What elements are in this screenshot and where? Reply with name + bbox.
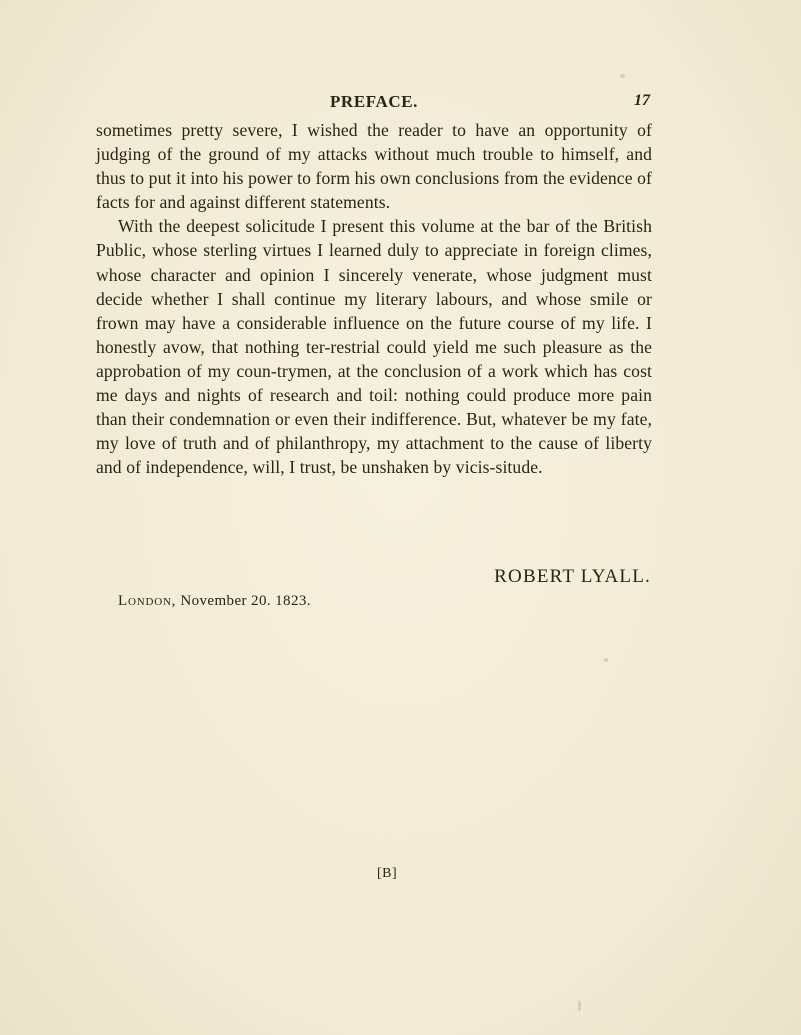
page-number: 17 <box>634 92 650 109</box>
paper-spot <box>620 74 625 78</box>
signature-mark: [B] <box>377 866 398 881</box>
date: November 20. 1823. <box>180 593 311 609</box>
place: London, <box>118 593 177 609</box>
paragraph-solicitude: With the deepest solicitude I present this volume at the bar of the British Public, whose sterling virtues I learned duly to appreciate in foreign climes, whose character and opinion I sincerely venerate, whose judgment must decide whether I shall continue my literary labours, and whose smile or frown may have a considerable influence on the future course of my life. I honestly avow, that nothing ter-restrial could yield me such pleasure as the approbation of my coun-trymen, at the conclusion of a work which has cost me days and nights of research and toil: nothing could produce more pain than their condemnation or even their indifference. But, whatever be my fate, my love of truth and of philanthropy, my attachment to the cause of liberty and of independence, will, I trust, be unshaken by vicis-situde. <box>96 216 652 478</box>
paragraph-continued: sometimes pretty severe, I wished the reader to have an opportunity of judging of the ground of my attacks without much trouble to himself, and thus to put it into his power to form his own conclusions from the evidence of facts for and against different statements. <box>96 120 652 213</box>
preface-body <box>96 118 652 479</box>
running-head: PREFACE. <box>329 92 419 111</box>
paper-spot <box>604 658 608 662</box>
author-signature: ROBERT LYALL. <box>494 566 651 587</box>
place-and-date <box>118 593 311 610</box>
page-header <box>96 92 652 116</box>
paper-spot <box>578 1000 581 1012</box>
